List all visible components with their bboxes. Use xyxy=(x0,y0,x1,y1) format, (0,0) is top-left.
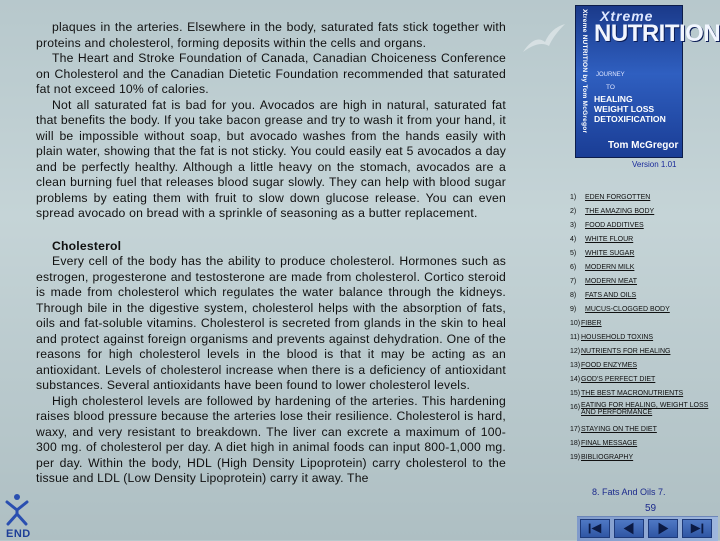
table-of-contents xyxy=(570,192,715,466)
toc-item[interactable] xyxy=(570,374,715,388)
toc-item-number: 11) xyxy=(570,334,580,341)
skip-back-icon xyxy=(581,520,609,537)
toc-item[interactable] xyxy=(570,402,715,424)
toc-item-link[interactable]: EDEN FORGOTTEN xyxy=(585,194,651,201)
cover-subtitle-line: DETOXIFICATION xyxy=(594,114,666,124)
toc-item-number: 2) xyxy=(570,208,577,215)
arrow-right-icon xyxy=(649,520,677,537)
toc-item-link[interactable]: FIBER xyxy=(581,320,602,327)
version-label: Version 1.01 xyxy=(632,160,677,169)
page-number: 59 xyxy=(645,503,657,514)
toc-item-number: 18) xyxy=(570,440,581,447)
article-body xyxy=(36,20,506,487)
toc-item[interactable] xyxy=(570,332,715,346)
next-page-button[interactable] xyxy=(648,519,678,538)
toc-item-number: 7) xyxy=(570,278,577,285)
toc-item[interactable] xyxy=(570,220,715,234)
toc-item-number: 3) xyxy=(570,222,577,229)
toc-item-link[interactable]: HOUSEHOLD TOXINS xyxy=(581,334,654,341)
toc-item-number: 8) xyxy=(570,292,577,299)
toc-item[interactable] xyxy=(570,276,715,290)
toc-item-link[interactable]: FINAL MESSAGE xyxy=(581,440,638,447)
toc-item-number: 14) xyxy=(570,376,581,383)
first-page-button[interactable] xyxy=(580,519,610,538)
toc-item-link[interactable]: THE AMAZING BODY xyxy=(585,208,655,215)
end-button[interactable]: END xyxy=(6,528,31,540)
toc-item[interactable] xyxy=(570,248,715,262)
toc-item[interactable] xyxy=(570,438,715,452)
toc-item[interactable] xyxy=(570,360,715,374)
skip-forward-icon xyxy=(683,520,711,537)
toc-item[interactable] xyxy=(570,234,715,248)
toc-item[interactable] xyxy=(570,262,715,276)
stick-figure-logo-icon xyxy=(4,492,30,526)
toc-item-number: 5) xyxy=(570,250,577,257)
cover-subtitle-line: WEIGHT LOSS xyxy=(594,104,655,114)
toc-item-link[interactable]: FOOD ADDITIVES xyxy=(585,222,644,229)
toc-item-number: 19) xyxy=(570,454,581,461)
cover-spine-text: Xtreme NUTRITION by Tom McGregor xyxy=(581,9,588,134)
toc-item-link[interactable]: BIBLIOGRAPHY xyxy=(581,454,634,461)
cover-subtitle-line: HEALING xyxy=(594,94,633,104)
toc-item-link[interactable]: MODERN MEAT xyxy=(585,278,637,285)
toc-item-number: 17) xyxy=(570,426,581,433)
toc-item[interactable] xyxy=(570,388,715,402)
toc-item-link[interactable]: FOOD ENZYMES xyxy=(581,362,638,369)
toc-item-link[interactable]: STAYING ON THE DIET xyxy=(581,426,657,433)
toc-item-link[interactable]: MUCUS-CLOGGED BODY xyxy=(585,306,670,313)
arrow-left-icon xyxy=(615,520,643,537)
cover-to-text: TO xyxy=(606,84,615,91)
paragraph-plaques: plaques in the arteries. Elsewhere in the body, saturated fats stick together with proteins and cholesterol, forming deposits within the cells and organs. xyxy=(36,20,506,50)
toc-item[interactable] xyxy=(570,290,715,304)
cover-nutrition-title: NUTRITION xyxy=(594,20,720,47)
toc-item-link[interactable]: WHITE FLOUR xyxy=(585,236,634,243)
toc-item-number: 4) xyxy=(570,236,577,243)
toc-item-link[interactable]: EATING FOR HEALING, WEIGHT LOSS AND PERFORMANCE xyxy=(581,402,709,416)
book-cover[interactable] xyxy=(575,5,720,158)
toc-item-number: 10) xyxy=(570,320,581,327)
toc-item-link[interactable]: MODERN MILK xyxy=(585,264,635,271)
toc-item-number: 1) xyxy=(570,194,577,201)
toc-item-link[interactable]: THE BEST MACRONUTRIENTS xyxy=(581,390,684,397)
toc-item-number: 13) xyxy=(570,362,581,369)
toc-item[interactable] xyxy=(570,346,715,360)
paragraph-high-cholesterol: High cholesterol levels are followed by hardening of the arteries. This hardening raises blood pressure because the arteries lose their resilience. Cholesterol is hard, waxy, and very resistant to breakdown. The liver can excrete a maximum of 100-300 mg. of cholesterol per day. A diet high in animal foods can input 800-1,000 mg. per day. Within the body, HDL (High Density Lipoprotein) carry cholesterol to the tissue and LDL (Low Density Lipoprotein) carry it away. The xyxy=(36,393,506,485)
paragraph-heart-stroke: The Heart and Stroke Foundation of Canada, Canadian Choiceness Conference on Cholesterol and the Canadian Dietetic Foundation recommended that saturated fat not exceed 10% of calories. xyxy=(36,51,506,96)
cover-subtitle xyxy=(594,94,680,124)
toc-item-number: 6) xyxy=(570,264,577,271)
toc-item[interactable] xyxy=(570,206,715,220)
toc-item[interactable] xyxy=(570,424,715,438)
toc-item[interactable] xyxy=(570,318,715,332)
chapter-label: 8. Fats And Oils 7. xyxy=(592,487,666,497)
toc-item-link[interactable]: WHITE SUGAR xyxy=(585,250,635,257)
toc-item-link[interactable]: FATS AND OILS xyxy=(585,292,637,299)
toc-item-link[interactable]: NUTRIENTS FOR HEALING xyxy=(581,348,671,355)
cover-author: Tom McGregor xyxy=(608,140,679,151)
toc-item[interactable] xyxy=(570,304,715,318)
paragraph-spacer xyxy=(36,222,506,239)
cover-journey-text: JOURNEY xyxy=(596,72,625,78)
cover-xtreme-text: Xtreme xyxy=(600,8,654,24)
toc-item[interactable] xyxy=(570,452,715,466)
toc-item-number: 9) xyxy=(570,306,577,313)
last-page-button[interactable] xyxy=(682,519,712,538)
toc-item-number: 16) xyxy=(570,404,581,411)
paragraph-saturated-fat: Not all saturated fat is bad for you. Avocados are high in natural, saturated fat that benefits the body. If you take bacon grease and try to wash it from your hand, it will be impossible without soap, but avocado washes from the hands easily with plain water, showing that the fat is not sticky. You could easily eat 5 avocados a day and be perfectly healthy. Although a little heavy on the stomach, avocados are a clean burning fuel that releases blood sugar slowly. They can help with blood sugar problems by eating them with fruit to slow down glucose release. You can even spread avocado on bread with a sprinkle of seasoning as a butter replacement. xyxy=(36,97,506,220)
seagull-left-decoration xyxy=(521,22,567,58)
toc-item-link[interactable]: GOD'S PERFECT DIET xyxy=(581,376,656,383)
previous-page-button[interactable] xyxy=(614,519,644,538)
toc-item-number: 15) xyxy=(570,390,581,397)
paragraph-cholesterol-cells: Every cell of the body has the ability to produce cholesterol. Hormones such as estrogen, progesterone and testosterone are made from cholesterol. Cortico steroid is made from cholesterol which regulates the water balance through the kidneys. Through bile in the digestive system, cholesterol helps with the absorption of fats, oils and fat-soluble vitamins. Cholesterol is secreted from glands in the skin to heal and protect against foreign organisms and prevents against dehydration. One of the reasons for high cholesterol levels in the blood is that it may be acting as an antioxidant. Levels of cholesterol increase when there is a deficiency of antioxidant substances. Several antioxidants have been found to lower cholesterol levels. xyxy=(36,254,506,392)
section-heading-cholesterol: Cholesterol xyxy=(52,238,122,253)
toc-item[interactable] xyxy=(570,192,715,206)
toc-item-number: 12) xyxy=(570,348,581,355)
